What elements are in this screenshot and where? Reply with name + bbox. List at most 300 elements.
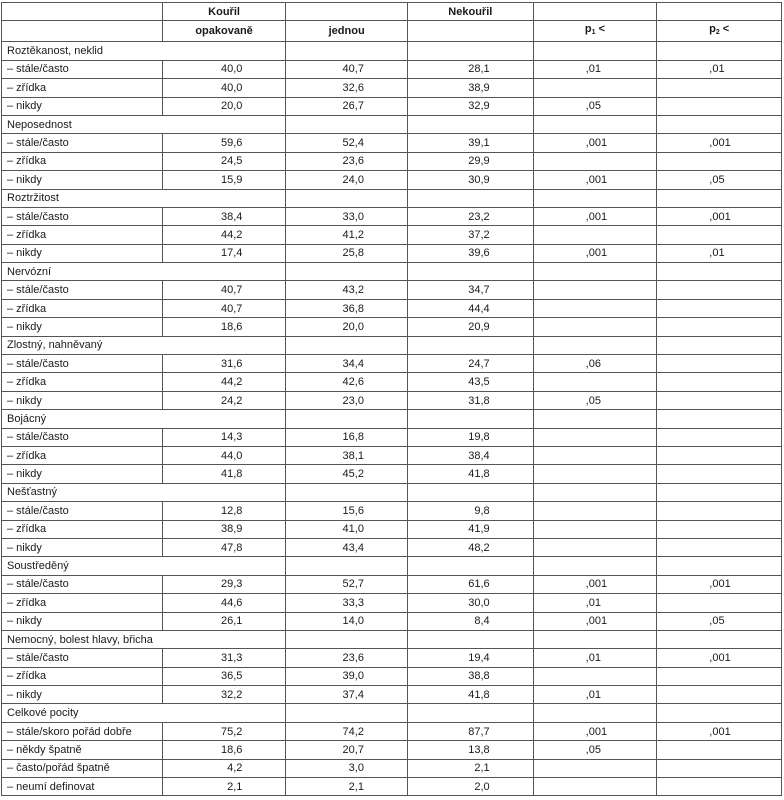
table-row xyxy=(2,759,782,777)
value-p1 xyxy=(533,152,657,170)
value-not-smoked: 2,0 xyxy=(407,778,533,796)
value-p1: ,001 xyxy=(533,612,657,630)
table-row xyxy=(2,667,782,685)
value-once: 41,0 xyxy=(286,520,408,538)
value-p2 xyxy=(657,594,782,612)
table-row xyxy=(2,244,782,262)
category-row xyxy=(2,410,782,428)
table-row xyxy=(2,281,782,299)
value-once: 20,0 xyxy=(286,318,408,336)
table-row xyxy=(2,722,782,740)
value-repeatedly: 40,0 xyxy=(162,60,286,78)
value-once: 20,7 xyxy=(286,741,408,759)
table-row xyxy=(2,538,782,556)
row-label: – nikdy xyxy=(2,244,163,262)
value-once: 2,1 xyxy=(286,778,408,796)
value-repeatedly: 15,9 xyxy=(162,171,286,189)
value-once: 41,2 xyxy=(286,226,408,244)
value-p1 xyxy=(533,446,657,464)
value-once: 39,0 xyxy=(286,667,408,685)
table-row xyxy=(2,465,782,483)
value-p2 xyxy=(657,373,782,391)
value-p1 xyxy=(533,520,657,538)
value-repeatedly: 24,2 xyxy=(162,391,286,409)
table-row xyxy=(2,97,782,115)
value-repeatedly: 44,2 xyxy=(162,373,286,391)
value-p1: ,001 xyxy=(533,244,657,262)
header-once: jednou xyxy=(286,21,408,42)
value-p1 xyxy=(533,373,657,391)
value-p2 xyxy=(657,759,782,777)
header-smoked: Kouřil xyxy=(162,3,286,21)
row-label: – zřídka xyxy=(2,299,163,317)
table-row xyxy=(2,171,782,189)
row-label: – nikdy xyxy=(2,612,163,630)
table-row xyxy=(2,686,782,704)
value-repeatedly: 29,3 xyxy=(162,575,286,593)
value-repeatedly: 40,0 xyxy=(162,79,286,97)
table-row xyxy=(2,60,782,78)
value-not-smoked: 37,2 xyxy=(407,226,533,244)
empty-cell xyxy=(407,630,533,648)
row-label: – stále/často xyxy=(2,60,163,78)
value-once: 16,8 xyxy=(286,428,408,446)
value-p1 xyxy=(533,759,657,777)
value-repeatedly: 17,4 xyxy=(162,244,286,262)
value-once: 33,0 xyxy=(286,207,408,225)
row-label: – nikdy xyxy=(2,171,163,189)
value-not-smoked: 8,4 xyxy=(407,612,533,630)
value-repeatedly: 40,7 xyxy=(162,299,286,317)
category-label: Nešťastný xyxy=(2,483,163,501)
empty-cell xyxy=(657,115,782,133)
value-not-smoked: 30,0 xyxy=(407,594,533,612)
value-repeatedly: 26,1 xyxy=(162,612,286,630)
value-not-smoked: 31,8 xyxy=(407,391,533,409)
category-row xyxy=(2,189,782,207)
category-row xyxy=(2,336,782,354)
table-row xyxy=(2,355,782,373)
category-fill xyxy=(162,704,286,722)
value-p2 xyxy=(657,97,782,115)
empty-cell xyxy=(533,630,657,648)
row-label: – nikdy xyxy=(2,391,163,409)
value-p2 xyxy=(657,778,782,796)
value-repeatedly: 20,0 xyxy=(162,97,286,115)
value-p2 xyxy=(657,355,782,373)
table-body xyxy=(2,42,782,796)
value-p1: ,01 xyxy=(533,594,657,612)
value-repeatedly: 24,5 xyxy=(162,152,286,170)
table-row xyxy=(2,502,782,520)
category-row xyxy=(2,115,782,133)
value-p1 xyxy=(533,318,657,336)
value-p1 xyxy=(533,79,657,97)
row-label: – zřídka xyxy=(2,226,163,244)
value-once: 15,6 xyxy=(286,502,408,520)
header-empty xyxy=(286,3,408,21)
table-row xyxy=(2,428,782,446)
row-label: – stále/často xyxy=(2,649,163,667)
value-repeatedly: 2,1 xyxy=(162,778,286,796)
value-p2 xyxy=(657,667,782,685)
value-p2 xyxy=(657,226,782,244)
category-label: Roztěkanost, neklid xyxy=(2,42,163,60)
value-p2 xyxy=(657,686,782,704)
table-row xyxy=(2,778,782,796)
value-once: 43,4 xyxy=(286,538,408,556)
value-once: 33,3 xyxy=(286,594,408,612)
value-not-smoked: 34,7 xyxy=(407,281,533,299)
value-once: 23,0 xyxy=(286,391,408,409)
value-p2 xyxy=(657,446,782,464)
value-p1 xyxy=(533,465,657,483)
value-not-smoked: 32,9 xyxy=(407,97,533,115)
category-row xyxy=(2,263,782,281)
empty-cell xyxy=(407,336,533,354)
value-not-smoked: 39,6 xyxy=(407,244,533,262)
row-label: – zřídka xyxy=(2,373,163,391)
row-label: – nikdy xyxy=(2,97,163,115)
table-row xyxy=(2,520,782,538)
value-repeatedly: 36,5 xyxy=(162,667,286,685)
value-p1 xyxy=(533,281,657,299)
value-not-smoked: 48,2 xyxy=(407,538,533,556)
value-p1 xyxy=(533,226,657,244)
empty-cell xyxy=(533,483,657,501)
row-label: – zřídka xyxy=(2,594,163,612)
empty-cell xyxy=(407,42,533,60)
header-empty xyxy=(533,3,657,21)
category-row xyxy=(2,42,782,60)
value-repeatedly: 12,8 xyxy=(162,502,286,520)
row-label: – stále/často xyxy=(2,281,163,299)
value-p1 xyxy=(533,778,657,796)
value-repeatedly: 31,6 xyxy=(162,355,286,373)
value-not-smoked: 39,1 xyxy=(407,134,533,152)
value-not-smoked: 87,7 xyxy=(407,722,533,740)
value-p2 xyxy=(657,152,782,170)
value-p2: ,001 xyxy=(657,134,782,152)
value-p1: ,01 xyxy=(533,686,657,704)
category-label: Bojácný xyxy=(2,410,163,428)
empty-cell xyxy=(286,189,408,207)
value-not-smoked: 28,1 xyxy=(407,60,533,78)
header-empty xyxy=(2,21,163,42)
value-not-smoked: 38,9 xyxy=(407,79,533,97)
category-fill xyxy=(162,483,286,501)
empty-cell xyxy=(286,263,408,281)
value-repeatedly: 47,8 xyxy=(162,538,286,556)
value-once: 14,0 xyxy=(286,612,408,630)
value-repeatedly: 38,9 xyxy=(162,520,286,538)
value-once: 3,0 xyxy=(286,759,408,777)
value-once: 38,1 xyxy=(286,446,408,464)
value-not-smoked: 38,4 xyxy=(407,446,533,464)
empty-cell xyxy=(657,336,782,354)
empty-cell xyxy=(657,263,782,281)
row-label: – stále/často xyxy=(2,134,163,152)
row-label: – zřídka xyxy=(2,79,163,97)
value-repeatedly: 14,3 xyxy=(162,428,286,446)
value-p2 xyxy=(657,299,782,317)
value-once: 23,6 xyxy=(286,649,408,667)
category-label: Soustředěný xyxy=(2,557,163,575)
empty-cell xyxy=(407,115,533,133)
value-not-smoked: 19,4 xyxy=(407,649,533,667)
value-repeatedly: 40,7 xyxy=(162,281,286,299)
table-row xyxy=(2,373,782,391)
value-repeatedly: 18,6 xyxy=(162,318,286,336)
value-p2 xyxy=(657,538,782,556)
row-label: – stále/často xyxy=(2,355,163,373)
value-once: 52,7 xyxy=(286,575,408,593)
empty-cell xyxy=(657,189,782,207)
empty-cell xyxy=(286,630,408,648)
value-p1: ,05 xyxy=(533,391,657,409)
header-empty xyxy=(657,3,782,21)
empty-cell xyxy=(533,410,657,428)
value-p1: ,001 xyxy=(533,134,657,152)
value-once: 74,2 xyxy=(286,722,408,740)
value-p1: ,01 xyxy=(533,649,657,667)
value-p2: ,001 xyxy=(657,207,782,225)
empty-cell xyxy=(533,42,657,60)
value-repeatedly: 41,8 xyxy=(162,465,286,483)
category-row xyxy=(2,704,782,722)
table-row xyxy=(2,575,782,593)
empty-cell xyxy=(286,557,408,575)
category-label: Celkové pocity xyxy=(2,704,163,722)
category-row xyxy=(2,557,782,575)
category-label: Zlostný, nahněvaný xyxy=(2,336,163,354)
value-not-smoked: 9,8 xyxy=(407,502,533,520)
value-p2: ,001 xyxy=(657,575,782,593)
empty-cell xyxy=(407,189,533,207)
row-label: – nikdy xyxy=(2,318,163,336)
value-p1: ,001 xyxy=(533,575,657,593)
value-once: 36,8 xyxy=(286,299,408,317)
category-label: Nervózní xyxy=(2,263,163,281)
value-not-smoked: 41,8 xyxy=(407,465,533,483)
empty-cell xyxy=(286,115,408,133)
value-repeatedly: 38,4 xyxy=(162,207,286,225)
empty-cell xyxy=(286,410,408,428)
empty-cell xyxy=(533,189,657,207)
category-fill xyxy=(162,336,286,354)
table-header xyxy=(2,3,782,42)
empty-cell xyxy=(657,630,782,648)
value-once: 42,6 xyxy=(286,373,408,391)
value-p2 xyxy=(657,318,782,336)
header-p2: $p_2$ < xyxy=(657,21,782,42)
value-not-smoked: 24,7 xyxy=(407,355,533,373)
row-label: – stále/často xyxy=(2,428,163,446)
value-p1 xyxy=(533,667,657,685)
empty-cell xyxy=(657,483,782,501)
row-label: – stále/často xyxy=(2,502,163,520)
table-row xyxy=(2,741,782,759)
category-fill xyxy=(162,42,286,60)
empty-cell xyxy=(533,263,657,281)
empty-cell xyxy=(286,483,408,501)
table-row xyxy=(2,446,782,464)
value-not-smoked: 2,1 xyxy=(407,759,533,777)
empty-cell xyxy=(407,483,533,501)
table-row xyxy=(2,299,782,317)
row-label: – zřídka xyxy=(2,152,163,170)
category-fill xyxy=(162,410,286,428)
header-row-2 xyxy=(2,21,782,42)
empty-cell xyxy=(407,704,533,722)
value-once: 37,4 xyxy=(286,686,408,704)
table-row xyxy=(2,207,782,225)
table-row xyxy=(2,649,782,667)
value-not-smoked: 41,8 xyxy=(407,686,533,704)
category-label: Roztržitost xyxy=(2,189,163,207)
header-row-1 xyxy=(2,3,782,21)
empty-cell xyxy=(657,410,782,428)
row-label: – neumí definovat xyxy=(2,778,163,796)
empty-cell xyxy=(657,42,782,60)
empty-cell xyxy=(407,263,533,281)
header-empty xyxy=(407,21,533,42)
empty-cell xyxy=(657,704,782,722)
value-repeatedly: 32,2 xyxy=(162,686,286,704)
value-p2: ,001 xyxy=(657,649,782,667)
empty-cell xyxy=(533,115,657,133)
value-p1 xyxy=(533,299,657,317)
category-label: Nemocný, bolest hlavy, břicha xyxy=(2,630,163,648)
category-fill xyxy=(162,263,286,281)
header-p1: $p_1$ < xyxy=(533,21,657,42)
value-once: 32,6 xyxy=(286,79,408,97)
category-fill xyxy=(162,189,286,207)
value-repeatedly: 44,6 xyxy=(162,594,286,612)
row-label: – nikdy xyxy=(2,686,163,704)
value-not-smoked: 19,8 xyxy=(407,428,533,446)
value-p1: ,01 xyxy=(533,60,657,78)
value-not-smoked: 23,2 xyxy=(407,207,533,225)
empty-cell xyxy=(407,410,533,428)
value-p2 xyxy=(657,428,782,446)
row-label: – stále/skoro pořád dobře xyxy=(2,722,163,740)
value-once: 26,7 xyxy=(286,97,408,115)
value-p2: ,05 xyxy=(657,171,782,189)
category-label: Neposednost xyxy=(2,115,163,133)
value-once: 23,6 xyxy=(286,152,408,170)
value-not-smoked: 41,9 xyxy=(407,520,533,538)
value-repeatedly: 44,0 xyxy=(162,446,286,464)
value-repeatedly: 31,3 xyxy=(162,649,286,667)
value-p2: ,01 xyxy=(657,244,782,262)
value-not-smoked: 43,5 xyxy=(407,373,533,391)
table-row xyxy=(2,226,782,244)
row-label: – nikdy xyxy=(2,465,163,483)
results-table xyxy=(1,2,782,796)
category-row xyxy=(2,483,782,501)
value-not-smoked: 20,9 xyxy=(407,318,533,336)
value-once: 34,4 xyxy=(286,355,408,373)
value-not-smoked: 44,4 xyxy=(407,299,533,317)
value-p1: ,06 xyxy=(533,355,657,373)
value-not-smoked: 61,6 xyxy=(407,575,533,593)
empty-cell xyxy=(286,704,408,722)
header-empty xyxy=(2,3,163,21)
value-not-smoked: 38,8 xyxy=(407,667,533,685)
value-repeatedly: 59,6 xyxy=(162,134,286,152)
empty-cell xyxy=(657,557,782,575)
table-row xyxy=(2,152,782,170)
value-repeatedly: 44,2 xyxy=(162,226,286,244)
value-p1: ,05 xyxy=(533,741,657,759)
value-repeatedly: 18,6 xyxy=(162,741,286,759)
value-once: 43,2 xyxy=(286,281,408,299)
value-once: 45,2 xyxy=(286,465,408,483)
value-once: 52,4 xyxy=(286,134,408,152)
empty-cell xyxy=(407,557,533,575)
value-p1 xyxy=(533,428,657,446)
value-once: 25,8 xyxy=(286,244,408,262)
row-label: – zřídka xyxy=(2,520,163,538)
empty-cell xyxy=(533,704,657,722)
row-label: – často/pořád špatně xyxy=(2,759,163,777)
value-repeatedly: 4,2 xyxy=(162,759,286,777)
empty-cell xyxy=(286,336,408,354)
value-p2: ,001 xyxy=(657,722,782,740)
value-p1 xyxy=(533,538,657,556)
value-p2: ,05 xyxy=(657,612,782,630)
value-not-smoked: 13,8 xyxy=(407,741,533,759)
value-once: 24,0 xyxy=(286,171,408,189)
table-row xyxy=(2,594,782,612)
category-fill xyxy=(162,557,286,575)
category-row xyxy=(2,630,782,648)
table-row xyxy=(2,134,782,152)
value-p1: ,001 xyxy=(533,207,657,225)
category-fill xyxy=(162,115,286,133)
header-repeatedly: opakovaně xyxy=(162,21,286,42)
table-row xyxy=(2,391,782,409)
empty-cell xyxy=(533,336,657,354)
table-row xyxy=(2,612,782,630)
value-p2: ,01 xyxy=(657,60,782,78)
row-label: – zřídka xyxy=(2,446,163,464)
value-p1 xyxy=(533,502,657,520)
value-p2 xyxy=(657,502,782,520)
header-not-smoked: Nekouřil xyxy=(407,3,533,21)
category-fill xyxy=(162,630,286,648)
table-row xyxy=(2,318,782,336)
row-label: – stále/často xyxy=(2,207,163,225)
value-p2 xyxy=(657,465,782,483)
value-p2 xyxy=(657,520,782,538)
row-label: – někdy špatně xyxy=(2,741,163,759)
empty-cell xyxy=(286,42,408,60)
row-label: – zřídka xyxy=(2,667,163,685)
row-label: – stále/často xyxy=(2,575,163,593)
value-p2 xyxy=(657,281,782,299)
value-not-smoked: 29,9 xyxy=(407,152,533,170)
value-not-smoked: 30,9 xyxy=(407,171,533,189)
value-p2 xyxy=(657,391,782,409)
empty-cell xyxy=(533,557,657,575)
value-once: 40,7 xyxy=(286,60,408,78)
value-p2 xyxy=(657,79,782,97)
table-row xyxy=(2,79,782,97)
value-repeatedly: 75,2 xyxy=(162,722,286,740)
row-label: – nikdy xyxy=(2,538,163,556)
